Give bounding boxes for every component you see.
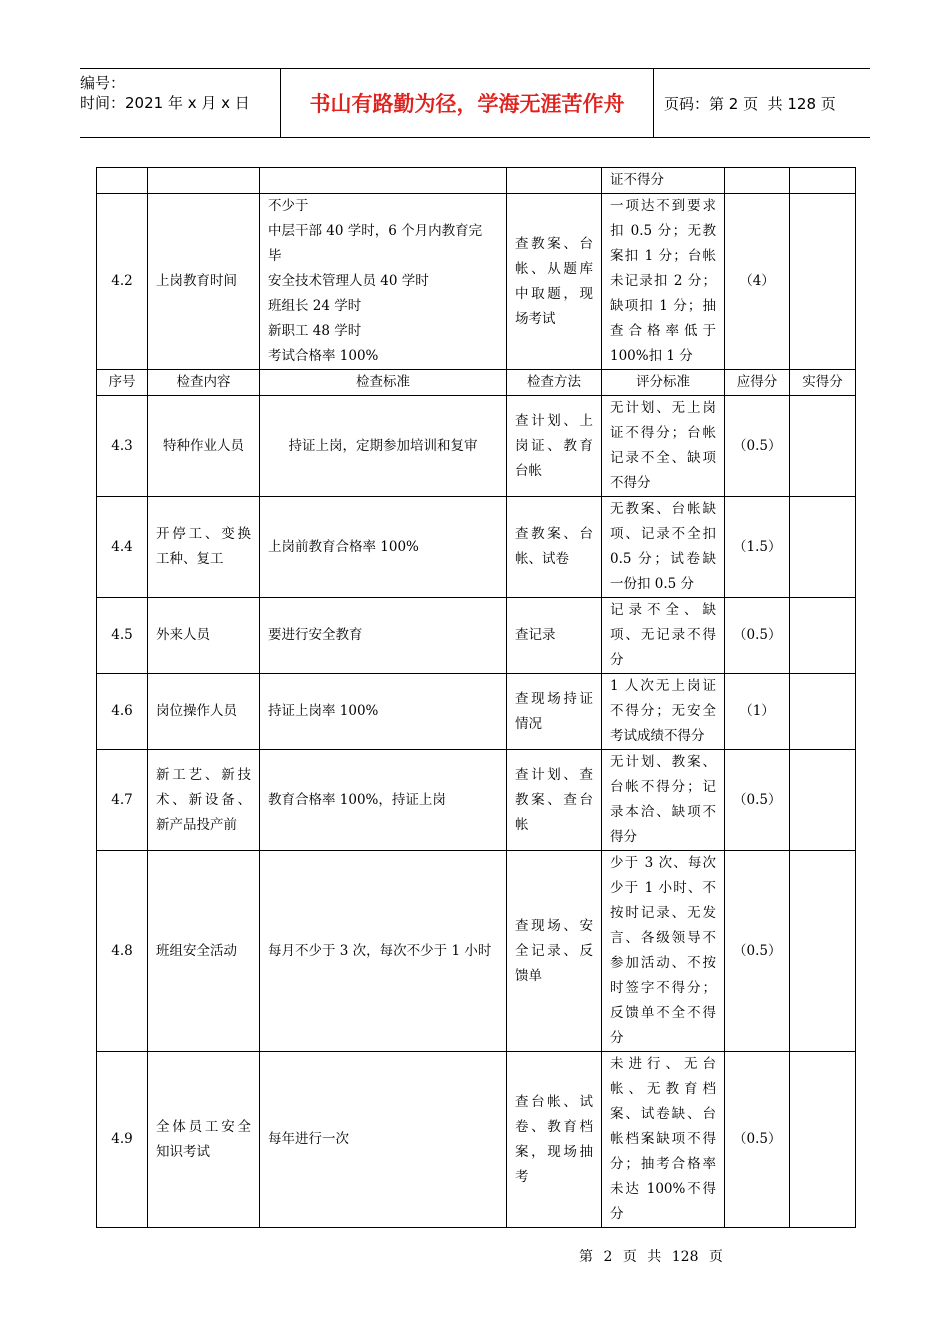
cell-line: 一份扣 0.5 分 bbox=[610, 576, 695, 592]
actual-score-cell bbox=[790, 750, 856, 851]
standard-cell bbox=[260, 396, 507, 497]
cell-line: 查台帐、试 bbox=[515, 1093, 593, 1110]
cell-line: 查教案、台 bbox=[515, 235, 593, 252]
column-header: 评分标准 bbox=[602, 370, 725, 396]
page-footer bbox=[0, 1246, 950, 1266]
score-cell: （0.5） bbox=[725, 750, 790, 851]
footer-page-text: 第 2 页 共 128 页 bbox=[579, 1249, 723, 1265]
cell-line: 不得分；无安全 bbox=[610, 703, 716, 719]
cell-line: 每月不少于 3 次，每次不少于 1 小时 bbox=[268, 942, 492, 959]
cell-line: 不得分 bbox=[610, 475, 651, 491]
cell-line: 特种作业人员 bbox=[163, 437, 244, 454]
column-header: 检查标准 bbox=[260, 370, 507, 396]
cell-line: 查现场、安 bbox=[515, 917, 593, 934]
standard-cell bbox=[260, 1052, 507, 1228]
column-header: 应得分 bbox=[725, 370, 790, 396]
cell-line: 中取题，现 bbox=[515, 285, 593, 302]
cell-line: 上岗前教育合格率 100% bbox=[268, 538, 419, 555]
header-meta bbox=[80, 69, 280, 137]
cell-line: 案、试卷缺、台 bbox=[610, 1106, 716, 1122]
cell-line: 班组长 24 学时 bbox=[268, 298, 362, 314]
cell-line: 查计划、上 bbox=[515, 412, 593, 429]
method-cell bbox=[507, 194, 602, 370]
code-label: 编号： bbox=[80, 74, 126, 92]
cell-line: 少于 1 小时、不 bbox=[610, 880, 716, 896]
cell-line: 扣 0.5 分；无教 bbox=[610, 223, 716, 239]
table-row bbox=[97, 674, 856, 750]
column-header: 实得分 bbox=[790, 370, 856, 396]
table-row bbox=[97, 598, 856, 674]
cell-line: 分；抽考合格率 bbox=[610, 1156, 716, 1172]
score-cell: （0.5） bbox=[725, 598, 790, 674]
row-number: 4.9 bbox=[97, 1052, 148, 1228]
cell-line: 无计划、教案、 bbox=[610, 754, 716, 770]
cell-line: 要进行安全教育 bbox=[268, 627, 363, 643]
cell-line: 分 bbox=[610, 1206, 624, 1222]
method-cell bbox=[507, 396, 602, 497]
criteria-cell bbox=[602, 1052, 725, 1228]
item-cell bbox=[148, 750, 260, 851]
table-row bbox=[97, 396, 856, 497]
row-number: 4.2 bbox=[97, 194, 148, 370]
item-cell bbox=[148, 497, 260, 598]
item-cell: 上岗教育时间 bbox=[148, 194, 260, 370]
criteria-cell bbox=[602, 497, 725, 598]
method-cell bbox=[507, 1052, 602, 1228]
cell-line: 无计划、无上岗 bbox=[610, 400, 716, 416]
criteria-cell bbox=[602, 851, 725, 1052]
method-cell bbox=[507, 851, 602, 1052]
table-row bbox=[97, 750, 856, 851]
cell-line: 未达 100%不得 bbox=[610, 1181, 716, 1197]
cell-line: 新产品投产前 bbox=[156, 816, 237, 833]
row-number: 4.5 bbox=[97, 598, 148, 674]
cell-line: 开停工、变换 bbox=[156, 526, 251, 542]
cell-line: 查教案、台 bbox=[515, 526, 593, 542]
actual-score-cell bbox=[790, 396, 856, 497]
cell-line: 工种、复工 bbox=[156, 551, 224, 567]
cell-line: 帐、无教育档 bbox=[610, 1081, 716, 1097]
cell-line: 帐、从题库 bbox=[515, 260, 593, 277]
table-row bbox=[97, 194, 856, 370]
cell-line: 1 人次无上岗证 bbox=[610, 678, 716, 694]
actual-score-cell bbox=[790, 1052, 856, 1228]
page-header bbox=[80, 68, 870, 138]
cell-line: 岗证、教育 bbox=[515, 437, 593, 454]
cell-line: 项、记录不全扣 bbox=[610, 526, 716, 542]
cell-line: 考 bbox=[515, 1168, 529, 1185]
cell-line: 持证上岗，定期参加培训和复审 bbox=[288, 437, 478, 454]
cell-line: 缺项扣 1 分；抽 bbox=[610, 298, 716, 314]
cell-line: 教育合格率 100%，持证上岗 bbox=[268, 791, 446, 808]
time-label: 时间：2021 年 x 月 x 日 bbox=[80, 94, 250, 112]
row-number: 4.4 bbox=[97, 497, 148, 598]
cell-line: 无教案、台帐缺 bbox=[610, 501, 716, 517]
criteria-cell: 证不得分 bbox=[602, 168, 725, 194]
standard-cell bbox=[260, 598, 507, 674]
cell-line: 一项达不到要求 bbox=[610, 198, 716, 214]
criteria-cell bbox=[602, 598, 725, 674]
cell-line: 知识考试 bbox=[156, 1143, 210, 1160]
criteria-cell bbox=[602, 674, 725, 750]
score-cell: （0.5） bbox=[725, 1052, 790, 1228]
standard-cell bbox=[260, 851, 507, 1052]
cell-line: 持证上岗率 100% bbox=[268, 703, 379, 719]
cell-line: 案扣 1 分；台帐 bbox=[610, 248, 716, 264]
cell-line: 参加活动、不按 bbox=[610, 955, 716, 971]
cell-line: 新工艺、新技 bbox=[156, 766, 251, 783]
cell-line: 时签字不得分； bbox=[610, 980, 716, 996]
actual-score-cell bbox=[790, 497, 856, 598]
table-row bbox=[97, 1052, 856, 1228]
score-cell: （0.5） bbox=[725, 851, 790, 1052]
item-cell bbox=[148, 1052, 260, 1228]
criteria-cell bbox=[602, 194, 725, 370]
inspection-table bbox=[96, 167, 856, 1228]
method-cell bbox=[507, 598, 602, 674]
criteria-cell bbox=[602, 396, 725, 497]
item-cell bbox=[148, 396, 260, 497]
cell-line: 帐 bbox=[515, 816, 529, 833]
cell-line: 每年进行一次 bbox=[268, 1131, 349, 1147]
table-row bbox=[97, 497, 856, 598]
cell-line: 全体员工安全 bbox=[156, 1118, 251, 1135]
score-cell: （0.5） bbox=[725, 396, 790, 497]
method-cell bbox=[507, 497, 602, 598]
cell-line: 班组安全活动 bbox=[156, 942, 237, 959]
score-cell: （1） bbox=[725, 674, 790, 750]
cell-line: 言、各级领导不 bbox=[610, 930, 716, 946]
cell-line: 岗位操作人员 bbox=[156, 703, 237, 719]
cell-line: 案，现场抽 bbox=[515, 1143, 593, 1160]
cell-line: 台帐不得分；记 bbox=[610, 779, 716, 795]
cell-line: 外来人员 bbox=[156, 627, 210, 643]
cell-line: 毕 bbox=[268, 248, 282, 264]
criteria-cell bbox=[602, 750, 725, 851]
cell-line: 查合格率低于 bbox=[610, 323, 716, 339]
cell-line: 查计划、查 bbox=[515, 766, 593, 783]
header-page-info bbox=[654, 69, 870, 137]
cell-line: 帐、试卷 bbox=[515, 551, 569, 567]
cell-line: 分 bbox=[610, 1030, 624, 1046]
cell-line: 查记录 bbox=[515, 627, 556, 643]
actual-score-cell bbox=[790, 851, 856, 1052]
cell-line: 新职工 48 学时 bbox=[268, 323, 362, 339]
item-cell bbox=[148, 598, 260, 674]
cell-line: 未进行、无台 bbox=[610, 1056, 716, 1072]
table-row bbox=[97, 851, 856, 1052]
cell-line: 教案、查台 bbox=[515, 791, 593, 808]
cell-line: 分 bbox=[610, 652, 624, 668]
cell-line: 少于 3 次、每次 bbox=[610, 855, 716, 871]
row-number: 4.3 bbox=[97, 396, 148, 497]
cell-line: 安全技术管理人员 40 学时 bbox=[268, 273, 429, 289]
cell-line: 得分 bbox=[610, 829, 637, 845]
standard-cell bbox=[260, 194, 507, 370]
cell-line: 考试成绩不得分 bbox=[610, 728, 705, 744]
cell-line: 反馈单不全不得 bbox=[610, 1005, 716, 1021]
row-number: 4.6 bbox=[97, 674, 148, 750]
page-info-text: 页码：第 2 页 共 128 页 bbox=[664, 94, 836, 113]
cell-line: 记录不全、缺项 bbox=[610, 450, 716, 466]
standard-cell bbox=[260, 674, 507, 750]
cell-line: 中层干部 40 学时，6 个月内教育完 bbox=[268, 223, 483, 239]
column-header: 检查方法 bbox=[507, 370, 602, 396]
standard-cell bbox=[260, 497, 507, 598]
cell-line: 100%扣 1 分 bbox=[610, 348, 693, 364]
actual-score-cell bbox=[790, 674, 856, 750]
cell-line: 帐档案缺项不得 bbox=[610, 1131, 716, 1147]
method-cell bbox=[507, 750, 602, 851]
cell-line: 全记录、反 bbox=[515, 942, 593, 959]
cell-line: 记录不全、缺 bbox=[610, 602, 716, 618]
actual-score-cell bbox=[790, 194, 856, 370]
cell-line: 未记录扣 2 分； bbox=[610, 273, 716, 289]
cell-line: 证不得分；台帐 bbox=[610, 425, 716, 441]
table-row bbox=[97, 168, 856, 194]
cell-line: 按时记录、无发 bbox=[610, 905, 716, 921]
item-cell bbox=[148, 674, 260, 750]
cell-line: 馈单 bbox=[515, 967, 542, 984]
column-header: 检查内容 bbox=[148, 370, 260, 396]
cell-line: 卷、教育档 bbox=[515, 1118, 593, 1135]
cell-line: 不少于 bbox=[268, 198, 309, 214]
cell-line: 台帐 bbox=[515, 462, 542, 479]
cell-line: 情况 bbox=[515, 715, 542, 732]
cell-line: 0.5 分；试卷缺 bbox=[610, 551, 716, 567]
method-cell bbox=[507, 674, 602, 750]
cell-line: 考试合格率 100% bbox=[268, 348, 379, 364]
column-header: 序号 bbox=[97, 370, 148, 396]
header-motto: 书山有路勤为径，学海无涯苦作舟 bbox=[280, 69, 654, 137]
column-header-row bbox=[97, 370, 856, 396]
cell-line: 项、无记录不得 bbox=[610, 627, 716, 643]
cell-line: 查现场持证 bbox=[515, 690, 593, 707]
cell-line: 场考试 bbox=[515, 310, 556, 327]
cell-line: 录本洽、缺项不 bbox=[610, 804, 716, 820]
score-cell: （1.5） bbox=[725, 497, 790, 598]
score-cell: （4） bbox=[725, 194, 790, 370]
row-number: 4.8 bbox=[97, 851, 148, 1052]
row-number: 4.7 bbox=[97, 750, 148, 851]
standard-cell bbox=[260, 750, 507, 851]
cell-line: 术、新设备、 bbox=[156, 791, 251, 808]
actual-score-cell bbox=[790, 598, 856, 674]
item-cell bbox=[148, 851, 260, 1052]
